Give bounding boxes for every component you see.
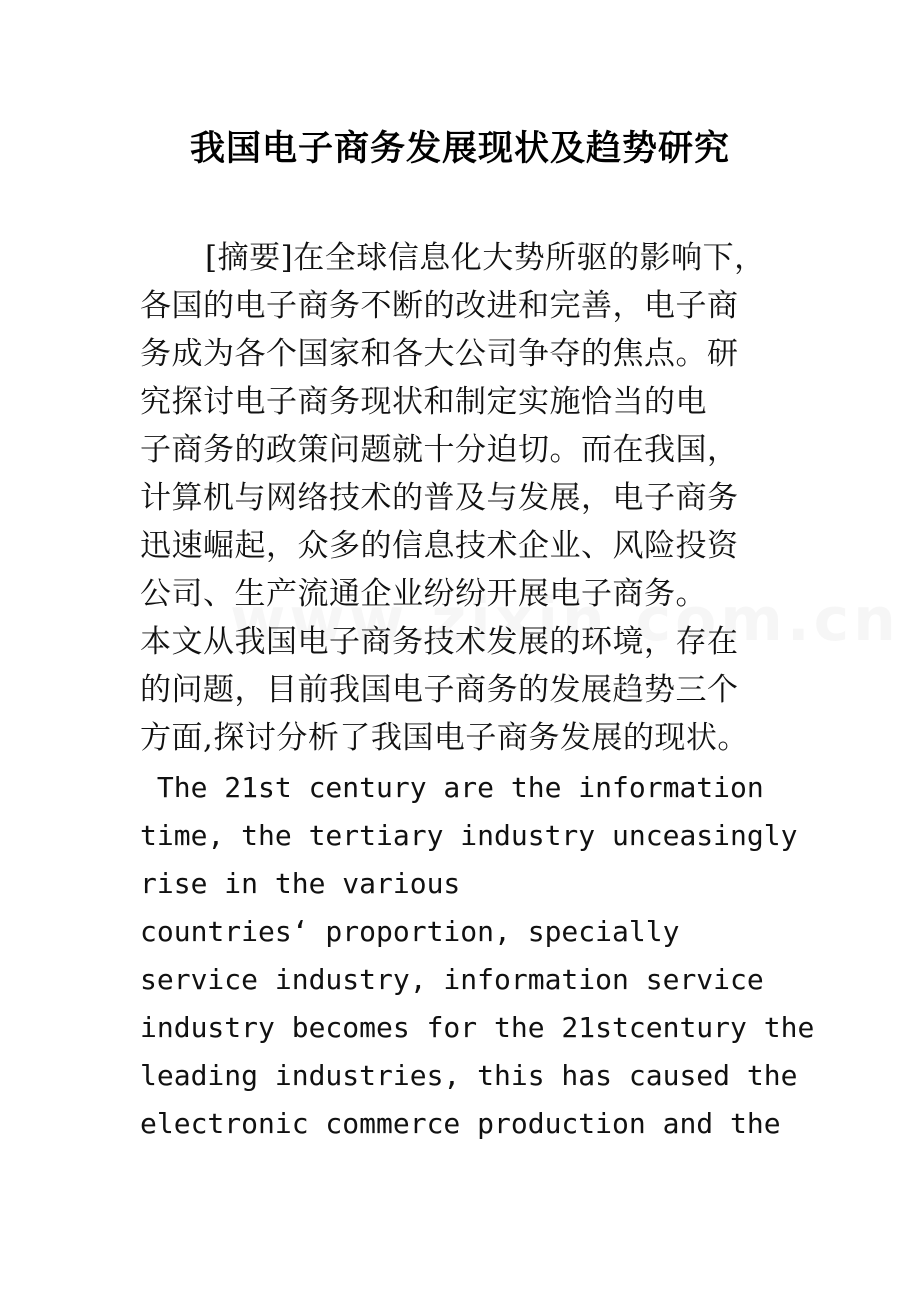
english-line-7: leading industries, this has caused the xyxy=(140,1059,798,1092)
english-line-5: service industry, information service xyxy=(140,963,764,996)
abstract-line-5: 子商务的政策问题就十分迫切。而在我国， xyxy=(140,432,739,468)
abstract-line-6: 计算机与网络技术的普及与发展，电子商务 xyxy=(140,480,739,516)
abstract-line-11: 方面,探讨分析了我国电子商务发展的现状。 xyxy=(140,720,749,756)
english-line-6: industry becomes for the 21stcentury the xyxy=(140,1011,815,1044)
abstract-line-1: [摘要]在全球信息化大势所驱的影响下， xyxy=(205,240,766,276)
english-line-8: electronic commerce production and the xyxy=(140,1107,781,1140)
english-line-3: rise in the various xyxy=(140,867,461,900)
document-title: 我国电子商务发展现状及趋势研究 xyxy=(189,129,730,169)
abstract-line-10: 的问题，目前我国电子商务的发展趋势三个 xyxy=(140,672,739,708)
english-line-4: countries‘ proportion, specially xyxy=(140,915,680,948)
abstract-line-3: 务成为各个国家和各大公司争夺的焦点。研 xyxy=(140,336,739,372)
abstract-line-9: 本文从我国电子商务技术发展的环境，存在 xyxy=(140,624,739,660)
abstract-line-2: 各国的电子商务不断的改进和完善，电子商 xyxy=(140,288,739,324)
abstract-line-8: 公司、生产流通企业纷纷开展电子商务。 xyxy=(140,576,707,612)
english-line-2: time, the tertiary industry unceasingly xyxy=(140,819,798,852)
abstract-line-4: 究探讨电子商务现状和制定实施恰当的电 xyxy=(140,384,707,420)
english-line-1: The 21st century are the information xyxy=(140,771,764,804)
abstract-line-7: 迅速崛起，众多的信息技术企业、风险投资 xyxy=(140,528,739,564)
